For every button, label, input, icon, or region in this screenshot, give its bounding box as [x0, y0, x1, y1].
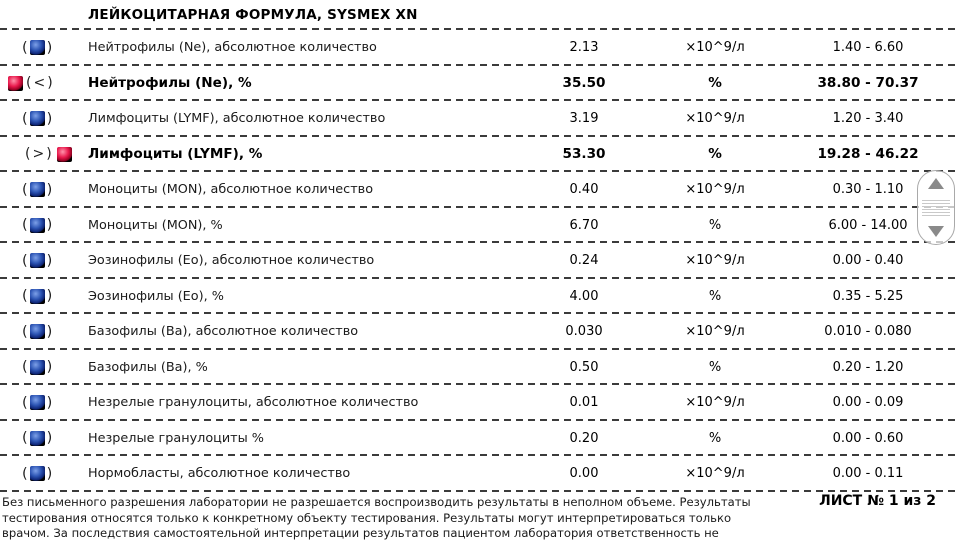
blue-ball-icon	[30, 324, 45, 339]
row-status-cell	[0, 40, 88, 56]
analyte-name: Базофилы (Ba), абсолютное количество	[88, 324, 359, 340]
blue-ball-icon	[30, 466, 45, 481]
result-value: 6.70	[569, 217, 599, 233]
triangle-up-icon	[928, 178, 944, 189]
disclaimer-line: тестирования относятся только к конкретному объекту тестирования. Результаты могут интерпретироваться только	[2, 510, 732, 525]
analyte-name: Лимфоциты (LYMF), абсолютное количество	[88, 111, 386, 127]
analyte-name: Эозинофилы (Eo), абсолютное количество	[88, 253, 375, 269]
blue-ball-icon	[30, 360, 45, 375]
table-row[interactable]	[0, 385, 960, 421]
analyte-name: Эозинофилы (Eo), %	[88, 288, 224, 304]
normal-status-icon	[22, 324, 52, 340]
reference-range: 1.20 - 3.40	[832, 111, 904, 127]
analyte-name: Незрелые гранулоциты %	[88, 430, 264, 446]
result-value: 35.50	[562, 75, 606, 92]
result-unit: %	[708, 217, 722, 233]
disclaimer-text	[2, 495, 751, 540]
disclaimer-line: Без письменного разрешения лаборатории не разрешается воспроизводить результаты в неполном объеме. Результаты	[2, 495, 751, 509]
row-status-cell	[0, 466, 88, 482]
result-unit: %	[708, 288, 722, 304]
table-row[interactable]	[0, 243, 960, 279]
row-status-cell	[0, 288, 88, 304]
page-title: ЛЕЙКОЦИТАРНАЯ ФОРМУЛА, SYSMEX XN	[88, 7, 418, 23]
row-status-cell	[0, 182, 88, 198]
result-value: 2.13	[569, 40, 599, 56]
normal-status-icon	[22, 288, 52, 304]
result-value: 53.30	[562, 146, 606, 163]
table-row[interactable]	[0, 456, 960, 492]
result-value: 0.00	[569, 466, 599, 482]
blue-ball-icon	[30, 40, 45, 55]
table-row[interactable]	[0, 314, 960, 350]
result-unit: ×10^9/л	[685, 182, 745, 198]
normal-status-icon	[22, 182, 52, 198]
normal-status-icon	[22, 111, 52, 127]
result-unit: ×10^9/л	[685, 111, 745, 127]
analyte-name: Лимфоциты (LYMF), %	[88, 146, 263, 163]
analyte-name: Базофилы (Ba), %	[88, 359, 208, 375]
reference-range: 0.010 - 0.080	[824, 324, 912, 340]
normal-status-icon	[22, 217, 52, 233]
normal-status-icon	[22, 40, 52, 56]
table-row[interactable]	[0, 101, 960, 137]
result-unit: ×10^9/л	[685, 395, 745, 411]
table-row[interactable]	[0, 279, 960, 315]
above-range-marker: (>)	[25, 146, 54, 163]
analyte-name: Нейтрофилы (Ne), абсолютное количество	[88, 40, 377, 56]
result-unit: %	[708, 75, 722, 92]
blue-ball-icon	[30, 289, 45, 304]
table-row[interactable]	[0, 66, 960, 102]
normal-status-icon	[22, 253, 52, 269]
result-value: 3.19	[569, 111, 599, 127]
result-unit: %	[708, 430, 722, 446]
result-unit: ×10^9/л	[685, 253, 745, 269]
scroll-widget[interactable]	[917, 170, 955, 245]
row-status-cell	[0, 395, 88, 411]
result-unit: ×10^9/л	[685, 324, 745, 340]
reference-range: 38.80 - 70.37	[817, 75, 919, 92]
table-row[interactable]	[0, 350, 960, 386]
red-ball-icon	[8, 76, 23, 91]
table-row[interactable]	[0, 172, 960, 208]
normal-status-icon	[22, 395, 52, 411]
analyte-name: Моноциты (MON), %	[88, 217, 223, 233]
reference-range: 0.20 - 1.20	[832, 359, 904, 375]
reference-range: 6.00 - 14.00	[828, 217, 908, 233]
scroll-up-button[interactable]	[928, 178, 944, 189]
reference-range: 0.00 - 0.60	[832, 430, 904, 446]
result-unit: %	[708, 359, 722, 375]
results-table	[0, 30, 960, 492]
blue-ball-icon	[30, 253, 45, 268]
blue-ball-icon	[30, 218, 45, 233]
result-unit: ×10^9/л	[685, 40, 745, 56]
normal-status-icon	[22, 430, 52, 446]
scroll-down-button[interactable]	[928, 226, 944, 237]
row-status-cell	[0, 111, 88, 127]
result-value: 0.24	[569, 253, 599, 269]
result-unit: %	[708, 146, 722, 163]
result-value: 0.030	[565, 324, 603, 340]
result-value: 0.50	[569, 359, 599, 375]
result-value: 4.00	[569, 288, 599, 304]
analyte-name: Незрелые гранулоциты, абсолютное количество	[88, 395, 419, 411]
reference-range: 0.00 - 0.40	[832, 253, 904, 269]
blue-ball-icon	[30, 395, 45, 410]
reference-range: 1.40 - 6.60	[832, 40, 904, 56]
row-status-cell	[0, 146, 88, 162]
scroll-grip[interactable]	[922, 200, 950, 216]
normal-status-icon	[22, 359, 52, 375]
table-row[interactable]	[0, 208, 960, 244]
result-value: 0.20	[569, 430, 599, 446]
blue-ball-icon	[30, 182, 45, 197]
disclaimer-line: врачом. За последствия самостоятельной интерпретации результатов пациентом лаборатория ответственность не	[2, 526, 719, 540]
result-value: 0.01	[569, 395, 599, 411]
row-status-cell	[0, 75, 88, 91]
row-status-cell	[0, 430, 88, 446]
result-unit: ×10^9/л	[685, 466, 745, 482]
reference-range: 0.35 - 5.25	[832, 288, 904, 304]
row-status-cell	[0, 217, 88, 233]
row-status-cell	[0, 324, 88, 340]
analyte-name: Нейтрофилы (Ne), %	[88, 75, 252, 92]
row-status-cell	[0, 359, 88, 375]
analyte-name: Моноциты (MON), абсолютное количество	[88, 182, 374, 198]
analyte-name: Нормобласты, абсолютное количество	[88, 466, 351, 482]
blue-ball-icon	[30, 431, 45, 446]
reference-range: 19.28 - 46.22	[817, 146, 919, 163]
result-value: 0.40	[569, 182, 599, 198]
sheet-number-label: ЛИСТ № 1 из 2	[815, 493, 936, 509]
below-range-marker: (<)	[26, 75, 55, 92]
table-row[interactable]	[0, 137, 960, 173]
normal-status-icon	[22, 466, 52, 482]
table-row[interactable]	[0, 30, 960, 66]
reference-range: 0.00 - 0.11	[832, 466, 904, 482]
row-status-cell	[0, 253, 88, 269]
reference-range: 0.00 - 0.09	[832, 395, 904, 411]
blue-ball-icon	[30, 111, 45, 126]
red-ball-icon	[57, 147, 72, 162]
reference-range: 0.30 - 1.10	[832, 182, 904, 198]
triangle-down-icon	[928, 226, 944, 237]
table-row[interactable]	[0, 421, 960, 457]
